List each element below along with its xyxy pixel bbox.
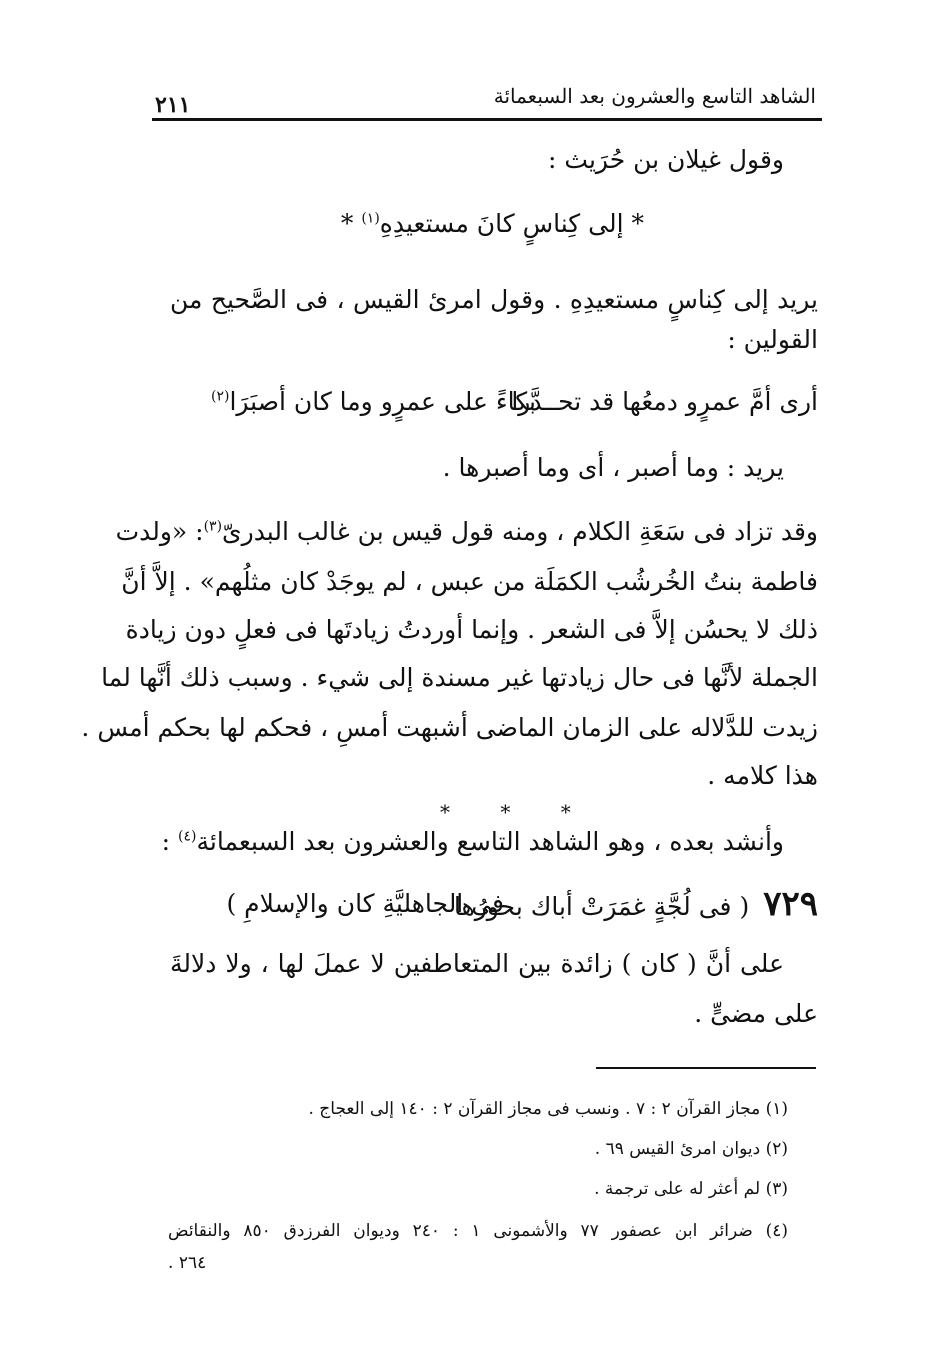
para-2: يريد : وما أصبر ، أى وما أصبرها .	[442, 453, 784, 482]
para-3-line-4: الجملة لأنَّها فى حال زيادتها غير مسندة إلى شيء . وسبب ذلك أنَّها لما	[101, 663, 818, 692]
para-3-line-1-text: وقد تزاد فى سَعَةِ الكلام ، ومنه قول قيس بن غالب البدرىّ	[222, 517, 818, 546]
verse-2-second-hemistich	[211, 386, 536, 419]
verse-729-first-text: ( فى لُجَّةٍ غمَرَتْ أباك بحورُها	[453, 892, 750, 921]
para-3-quote-start: : «ولدت	[115, 517, 204, 546]
para-3-line-3: ذلك لا يحسُن إلاَّ فى الشعر . وإنما أوردتُ زيادتَها فى فعلٍ دون زيادة	[125, 615, 818, 644]
footnote-ref-4: (٤)	[178, 828, 197, 845]
footnote-4-continued: ٢٦٤ .	[168, 1253, 207, 1273]
para-4-colon: :	[161, 827, 171, 856]
footnote-ref-2: (٢)	[210, 388, 230, 405]
para-1-line-1: يريد إلى كِناسٍ مستعيدِهِ . وقول امرئ القيس ، فى الصَّحيح من	[170, 285, 818, 314]
verse-2-second-text: بكاءً على عمرٍو وما كان أصبَرَا	[229, 387, 536, 416]
footnote-ref-3: (٣)	[203, 518, 223, 535]
footnote-1: (١) مجاز القرآن ٢ : ٧ . ونسب فى مجاز القرآن ٢ : ١٤٠ إلى العجاج .	[308, 1099, 788, 1119]
verse-729-second-hemistich: فى الجاهليَّةِ كان والإسلامِ )	[226, 889, 504, 918]
header-rule	[152, 118, 822, 121]
para-3-line-1	[115, 516, 818, 549]
verse-number: ٧٢٩	[763, 884, 818, 924]
verse-1-text: * إلى كِناسٍ كانَ مستعيدِهِ	[379, 209, 644, 238]
verse-729-first-hemistich	[454, 882, 818, 926]
para-3-line-2: فاطمة بنتُ الخُرشُب الكمَلَة من عبس ، لم يوجَدْ كان مثلُهم» . إلاَّ أنَّ	[121, 567, 818, 596]
para-1-line-2: القولين :	[727, 325, 818, 354]
intro-ghaylan: وقول غيلان بن حُرَيث :	[548, 145, 784, 174]
footnote-ref-1: (١)	[361, 210, 380, 227]
para-5-line-1: على أنَّ ( كان ) زائدة بين المتعاطفين لا عملَ لها ، ولا دلالةَ	[170, 949, 784, 978]
verse-2-first-hemistich: أرى أمَّ عمرٍو دمعُها قد تحــدَّرا	[511, 387, 818, 416]
running-header-title: الشاهد التاسع والعشرون بعد السبعمائة	[493, 84, 816, 108]
para-4	[162, 826, 784, 859]
para-4-text: وأنشد بعده ، وهو الشاهد التاسع والعشرون بعد السبعمائة	[196, 827, 784, 856]
section-separator: * * *	[440, 800, 593, 824]
footnote-rule	[596, 1067, 816, 1069]
footnote-2: (٢) ديوان امرئ القيس ٦٩ .	[594, 1139, 788, 1159]
para-5-line-2: على مضىٍّ .	[694, 999, 818, 1028]
para-3-line-6: هذا كلامه .	[707, 761, 818, 790]
footnote-4: (٤) ضرائر ابن عصفور ٧٧ والأشمونى ١ : ٢٤٠ وديوان الفرزدق ٨٥٠ والنقائض	[168, 1221, 788, 1241]
verse-1	[341, 208, 644, 241]
verse-1-end: *	[340, 209, 354, 238]
para-3-line-5: زيدت للدَّلاله على الزمان الماضى أشبهت أمسِ ، فحكم لها بحكم أمس .	[81, 713, 818, 742]
page-number: ٢١١	[155, 92, 191, 118]
footnote-3: (٣) لم أعثر له على ترجمة .	[594, 1179, 788, 1199]
